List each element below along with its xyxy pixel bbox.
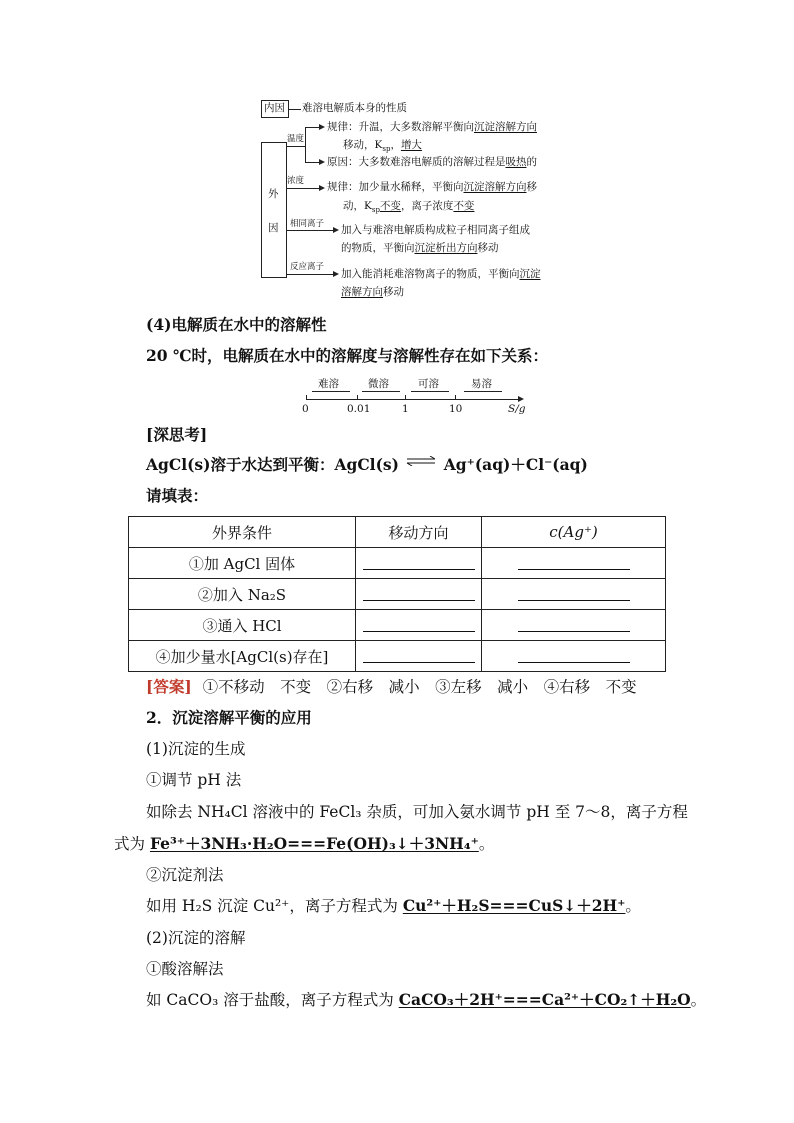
para1-line2: 式为 Fe³⁺＋3NH₃·H₂O===Fe(OH)₃↓＋3NH₄⁺。 [114,834,495,853]
sec2-title: 2．沉淀溶解平衡的应用 [146,708,312,727]
nei-yin-label: 内因 [264,102,285,114]
temp-rule-line1: 规律：升温，大多数溶解平衡向沉淀溶解方向 [327,121,537,133]
sec2-1-1-title: ①调节 pH 法 [146,771,242,789]
equation-2: Cu²⁺＋H₂S===CuS↓＋2H⁺ [402,896,626,915]
fill-table [128,516,666,672]
yin-label: 因 [268,222,279,234]
header-direction: 移动方向 [356,517,482,548]
scale-tick-1: 1 [402,403,409,415]
answer-blank[interactable] [518,615,630,632]
table-row [129,641,666,672]
xiang-tong-label: 相同离子 [290,219,325,229]
wai-yin-box [261,142,287,278]
table-header-row [129,517,666,548]
temp-rule-line2: 移动，$K_{sp}$，增大 [343,139,422,154]
table-row [129,610,666,641]
scale-label-yirong: 易溶 [471,378,492,390]
reversible-arrow-icon [404,450,438,472]
para3: 如 CaCO₃ 溶于盐酸，离子方程式为 CaCO₃＋2H⁺===Ca²⁺＋CO₂↑＋H₂O。 [146,990,707,1009]
conc-line2: 动，$K_{sp}$不变，离子浓度不变 [343,200,475,215]
answer-text: ①不移动 不变 ②右移 减小 ③左移 减小 ④右移 不变 [202,678,637,696]
conc-line1: 规律：加少量水稀释，平衡向沉淀溶解方向移 [327,181,537,193]
header-concentration: c(Ag⁺) [482,517,666,548]
answer-line [146,676,637,698]
equation-3: CaCO₃＋2H⁺===Ca²⁺＋CO₂↑＋H₂O [398,990,691,1009]
sec2-2-1-title: ①酸溶解法 [146,960,224,978]
header-condition: 外界条件 [129,517,356,548]
temp-reason: 原因：大多数难溶电解质的溶解过程是吸热的 [327,156,537,168]
same-line1: 加入与难溶电解质构成粒子相同离子组成 [341,224,530,236]
fan-ying-label: 反应离子 [290,262,325,272]
answer-blank[interactable] [363,615,475,632]
scale-tick-001: 0.01 [347,403,371,415]
nei-yin-desc: 难溶电解质本身的性质 [302,102,407,114]
answer-blank[interactable] [363,646,475,663]
para1-line1: 如除去 NH₄Cl 溶液中的 FeCl₃ 杂质，可加入氨水调节 pH 至 7～8，离子方程 [146,803,688,821]
answer-blank[interactable] [518,646,630,663]
answer-tag: [答案] [146,677,192,696]
sec2-2-title: (2)沉淀的溶解 [146,929,246,947]
equilibrium-line: AgCl(s)溶于水达到平衡：AgCl(s) Ag⁺(aq)＋Cl⁻(aq) [146,454,588,476]
condition-cell: ③通入 HCl [129,610,356,641]
answer-blank[interactable] [363,553,475,570]
fill-prompt: 请填表： [146,486,209,505]
react-line1: 加入能消耗难溶物离子的物质，平衡向沉淀 [341,268,541,280]
answer-blank[interactable] [518,584,630,601]
answer-blank[interactable] [363,584,475,601]
scale-label-weirong: 微溶 [368,378,389,390]
sec2-1-title: (1)沉淀的生成 [146,740,246,758]
scale-tick-0: 0 [302,403,309,415]
para2: 如用 H₂S 沉淀 Cu²⁺，离子方程式为 Cu²⁺＋H₂S===CuS↓＋2H⁺。 [146,896,641,915]
section4-title: (4)电解质在水中的溶解性 [146,315,327,334]
condition-cell: ④加少量水[AgCl(s)存在] [129,641,356,672]
condition-cell: ②加入 Na₂S [129,579,356,610]
table-row [129,548,666,579]
scale-label-nanrong: 难溶 [318,378,339,390]
wen-du-label: 温度 [287,134,305,144]
scale-unit: S/g [508,403,526,415]
sec2-1-2-title: ②沉淀剂法 [146,866,224,884]
condition-cell: ①加 AgCl 固体 [129,548,356,579]
answer-blank[interactable] [518,553,630,570]
nong-du-label: 浓度 [287,176,305,186]
scale-tick-10: 10 [449,403,463,415]
react-line2: 溶解方向移动 [341,286,404,298]
scale-label-kerong: 可溶 [418,378,439,390]
equation-1: Fe³⁺＋3NH₃·H₂O===Fe(OH)₃↓＋3NH₄⁺ [149,834,479,853]
table-row [129,579,666,610]
same-line2: 的物质，平衡向沉淀析出方向移动 [341,242,499,254]
think-label: [深思考] [146,425,208,444]
wai-label: 外 [268,188,279,200]
section4-intro: 20 ℃时，电解质在水中的溶解度与溶解性存在如下关系： [146,346,549,365]
